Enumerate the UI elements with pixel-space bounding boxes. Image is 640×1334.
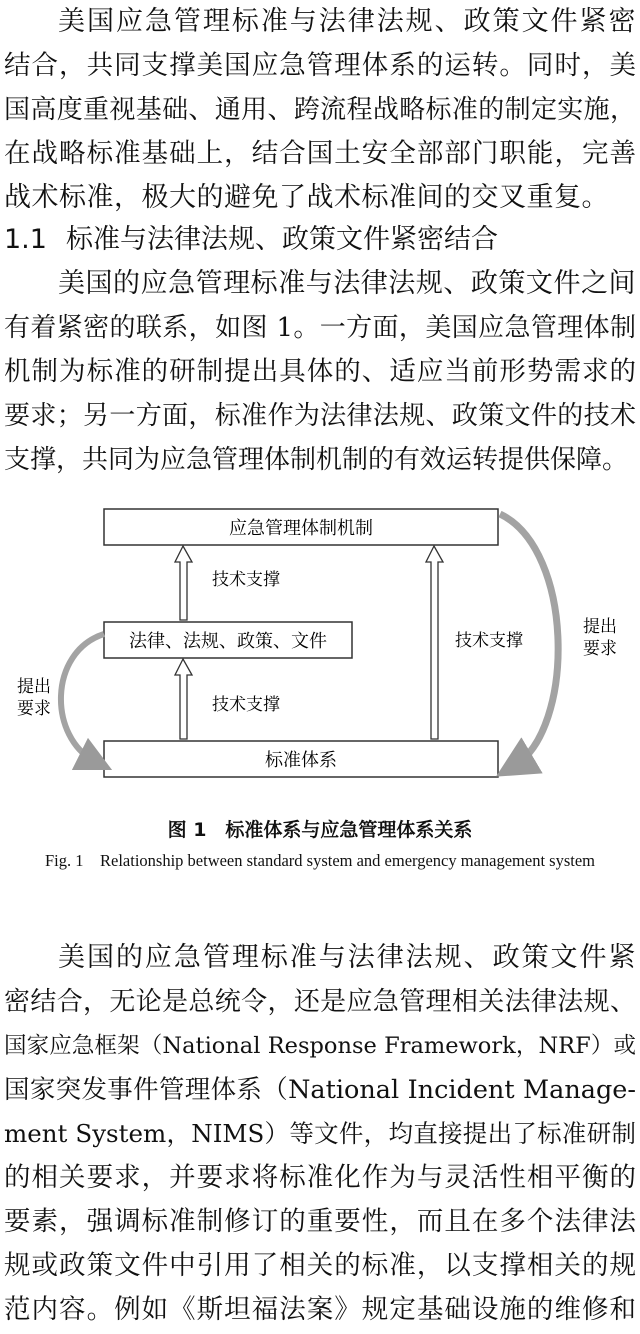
text-line: 结合，共同支撑美国应急管理体系的运转。同时，美	[4, 50, 636, 81]
paragraph-1	[4, 0, 636, 220]
text-line: 有着紧密的联系，如图 1。一方面，美国应急管理体制	[4, 313, 636, 343]
section-number: 1.1	[4, 224, 47, 255]
figure-caption-en: Fig. 1 Relationship between standard system and emergency management system	[44, 851, 596, 870]
text-line: 要求；另一方面，标准作为法律法规、政策文件的技术	[4, 401, 636, 431]
arrow-up-right	[426, 546, 443, 739]
label-request-right-2: 要求	[583, 639, 617, 659]
text-line: 机制为标准的研制提出具体的、适应当前形势需求的	[4, 356, 636, 387]
curved-arrow-left	[61, 634, 104, 762]
text-line: 密结合，无论是总统令，还是应急管理相关法律法规、	[4, 987, 636, 1017]
label-support-lower: 技术支撑	[212, 695, 280, 715]
text-line: 国家突发事件管理体系（National Incident Manage-	[4, 1075, 636, 1105]
paragraph-3	[4, 936, 636, 1332]
text-line: 要素，强调标准制修订的重要性，而且在多个法律法	[4, 1206, 636, 1237]
box-emergency-mechanism-label: 应急管理体制机制	[229, 518, 373, 539]
section-heading	[4, 218, 498, 262]
text-line: 国家应急框架（National Response Framework，NRF）或	[4, 1033, 636, 1059]
text-line: 美国的应急管理标准与法律法规、政策文件紧	[58, 942, 636, 973]
label-support-right: 技术支撑	[455, 631, 523, 651]
label-request-left-2: 要求	[17, 699, 51, 719]
text-line: 美国应急管理标准与法律法规、政策文件紧密	[58, 6, 636, 37]
text-line: ment System，NIMS）等文件，均直接提出了标准研制	[4, 1119, 636, 1148]
text-line: 美国的应急管理标准与法律法规、政策文件之间	[58, 268, 636, 299]
text-line: 国高度重视基础、通用、跨流程战略标准的制定实施，	[4, 95, 636, 125]
arrow-up-lower	[175, 659, 192, 739]
box-laws-policies-label: 法律、法规、政策、文件	[129, 631, 327, 652]
paragraph-2	[4, 262, 636, 482]
label-request-right-1: 提出	[583, 617, 617, 637]
text-line: 战术标准，极大的避免了战术标准间的交叉重复。	[4, 182, 609, 213]
box-standard-system-label: 标准体系	[265, 750, 337, 771]
section-title: 标准与法律法规、政策文件紧密结合	[66, 224, 498, 255]
text-line: 的相关要求，并要求将标准化作为与灵活性相平衡的	[4, 1162, 636, 1193]
label-request-left-1: 提出	[17, 677, 51, 697]
text-line: 规或政策文件中引用了相关的标准，以支撑相关的规	[4, 1250, 636, 1281]
text-line: 支撑，共同为应急管理体制机制的有效运转提供保障。	[4, 445, 629, 475]
arrow-up-upper	[175, 546, 192, 620]
figure-1-diagram	[0, 500, 640, 810]
text-line: 范内容。例如《斯坦福法案》规定基础设施的维修和	[4, 1294, 636, 1325]
label-support-upper: 技术支撑	[212, 570, 280, 590]
figure-caption-cn: 图 1 标准体系与应急管理体系关系	[167, 819, 473, 841]
text-line: 在战略标准基础上，结合国土安全部部门职能，完善	[4, 138, 636, 169]
